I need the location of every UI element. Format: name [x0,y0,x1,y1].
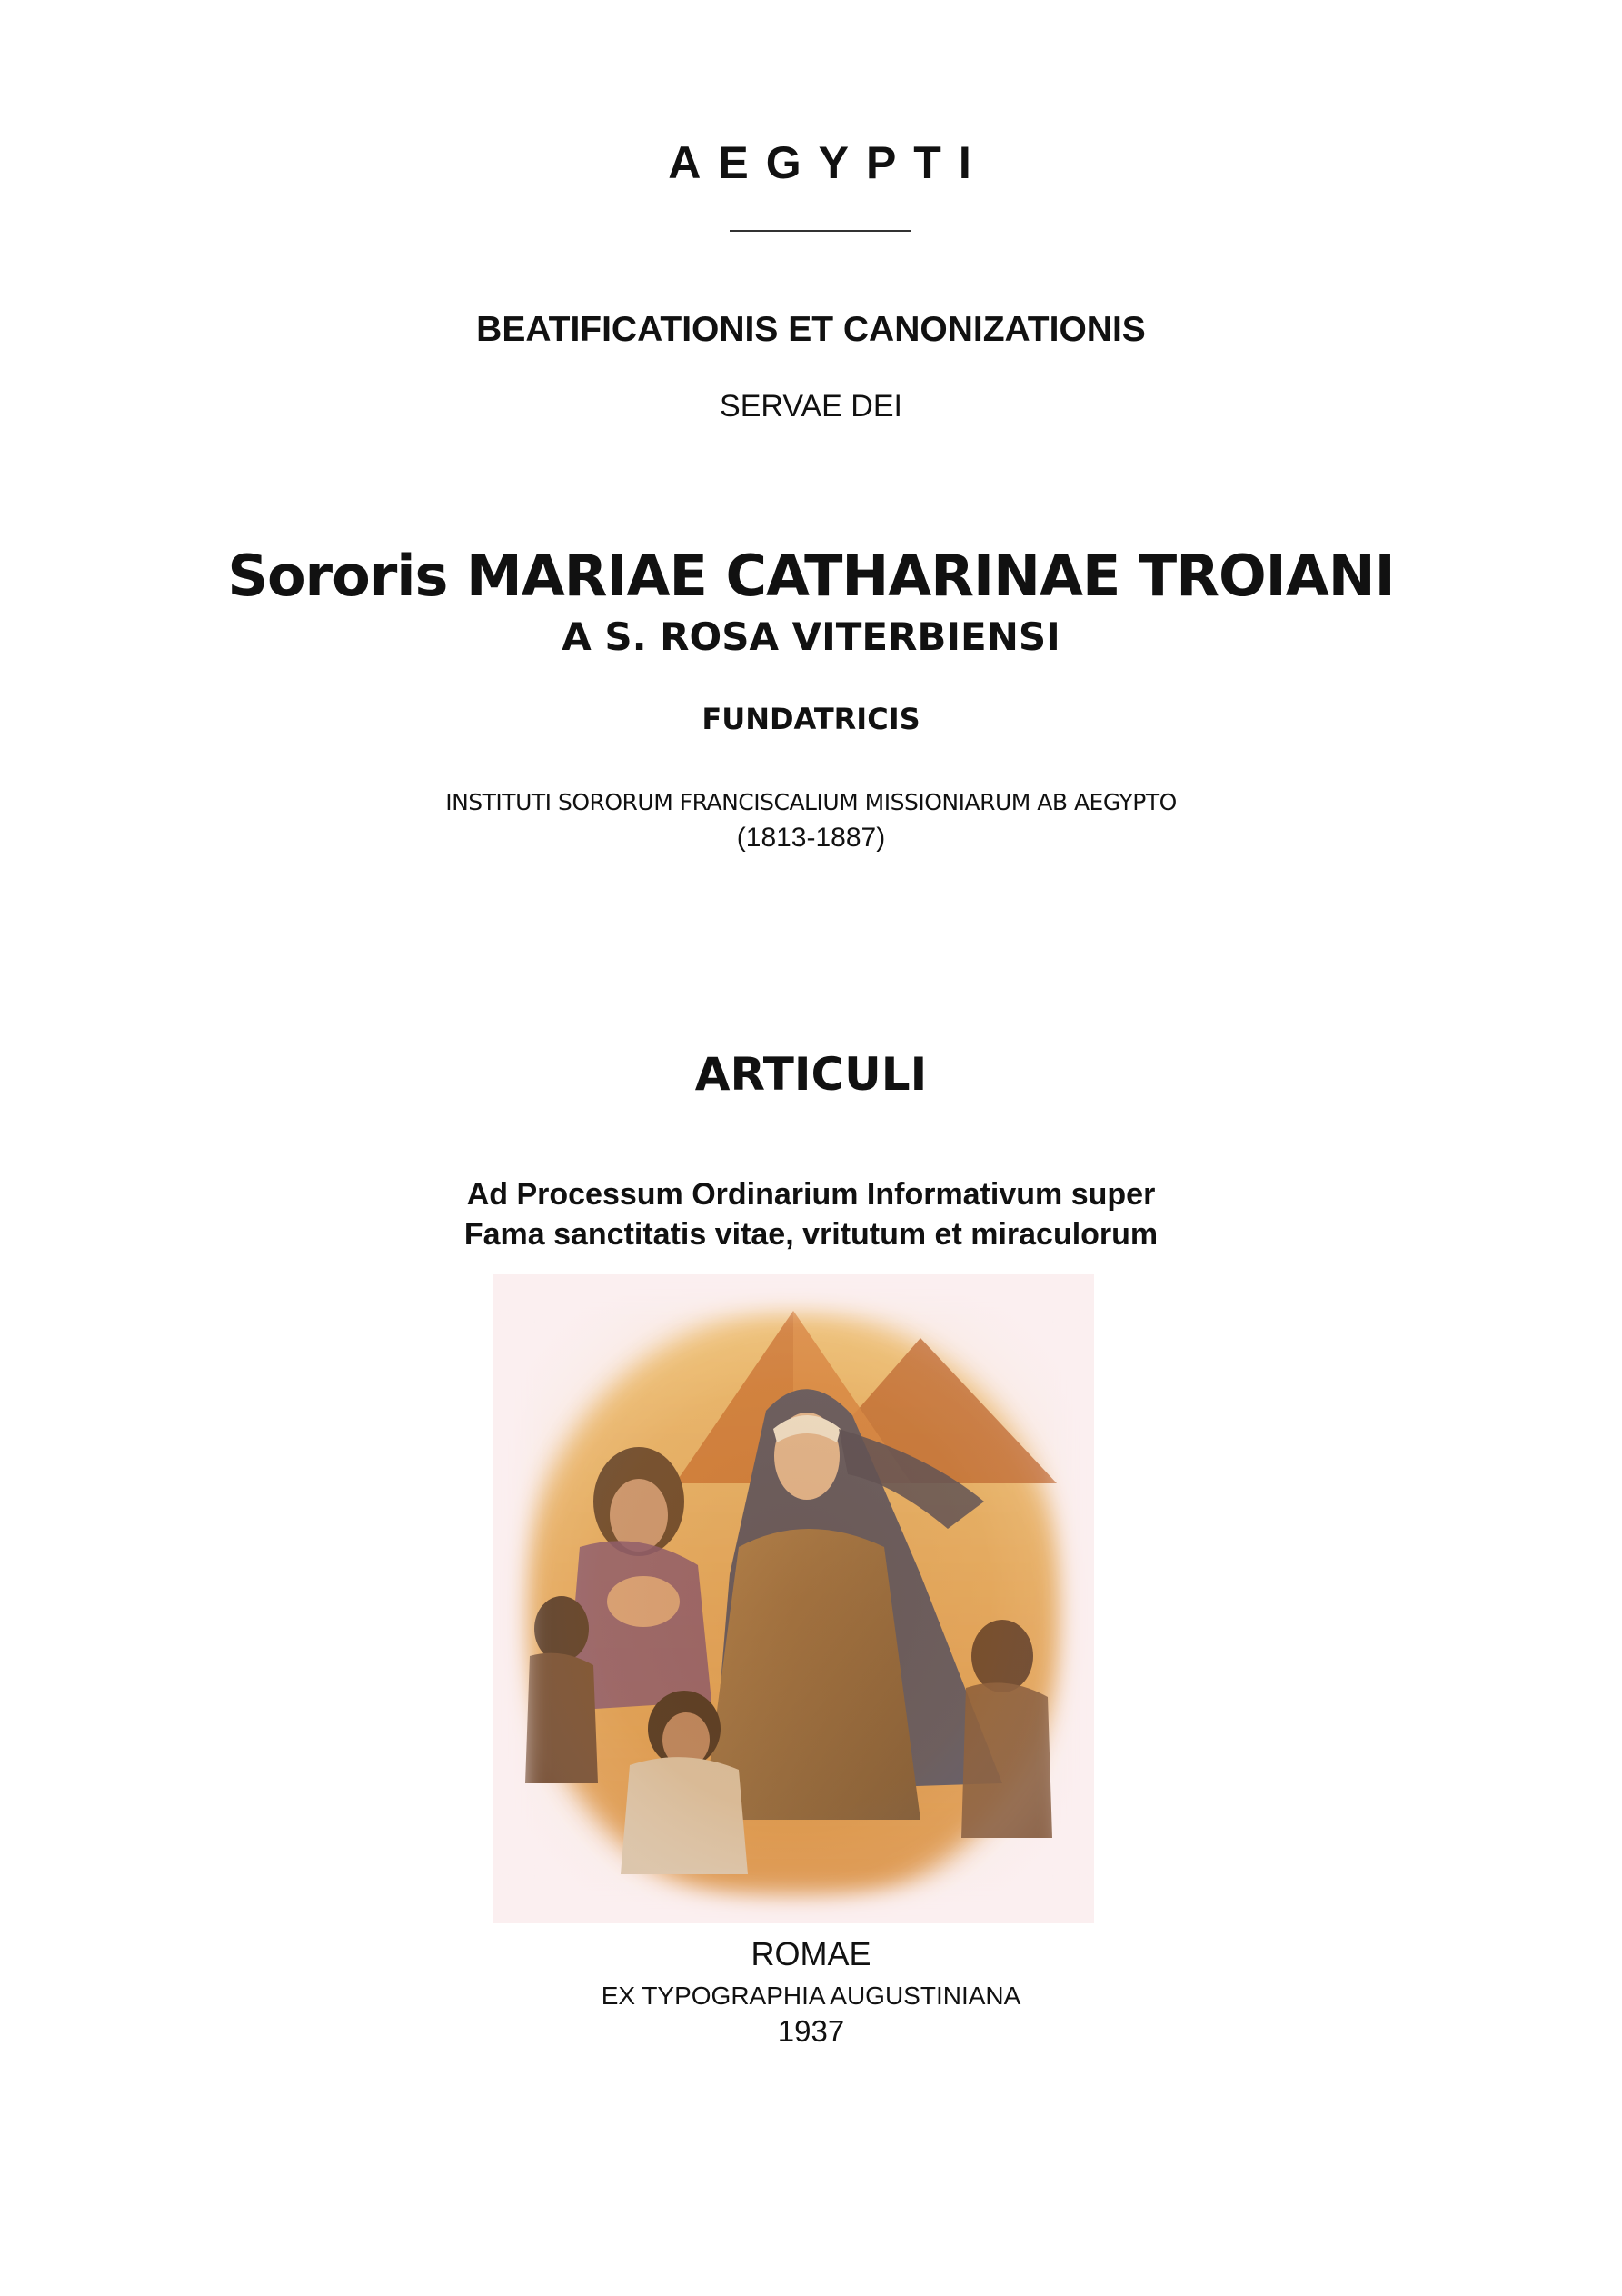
title-divider [730,230,911,232]
imprint-place: ROMAE [751,1935,871,1972]
purpose-line-1: Ad Processum Ordinarium Informativum super [466,1177,1156,1212]
region-heading: AEGYPTI [668,137,989,188]
subject-name: Sororis MARIAE CATHARINAE TROIANI [227,543,1395,609]
institute-line: INSTITUTI SORORUM FRANCISCALIUM MISSIONIARUM AB AEGYPTO [445,789,1177,815]
painting-illustration-icon [493,1274,1094,1923]
imprint-printer: EX TYPOGRAPHIA AUGUSTINIANA [601,1982,1021,2010]
document-title: ARTICULI [694,1048,928,1101]
servae-dei-line: SERVAE DEI [720,389,902,424]
purpose-line-2: Fama sanctitatis vitae, vritutum et miraculorum [463,1217,1159,1252]
life-years: (1813-1887) [736,823,886,853]
cause-heading: BEATIFICATIONIS ET CANONIZATIONIS [476,310,1146,349]
religious-name: A S. ROSA VITERBIENSI [562,614,1060,659]
role-line: FUNDATRICIS [702,702,920,736]
imprint-year: 1937 [777,2014,845,2048]
